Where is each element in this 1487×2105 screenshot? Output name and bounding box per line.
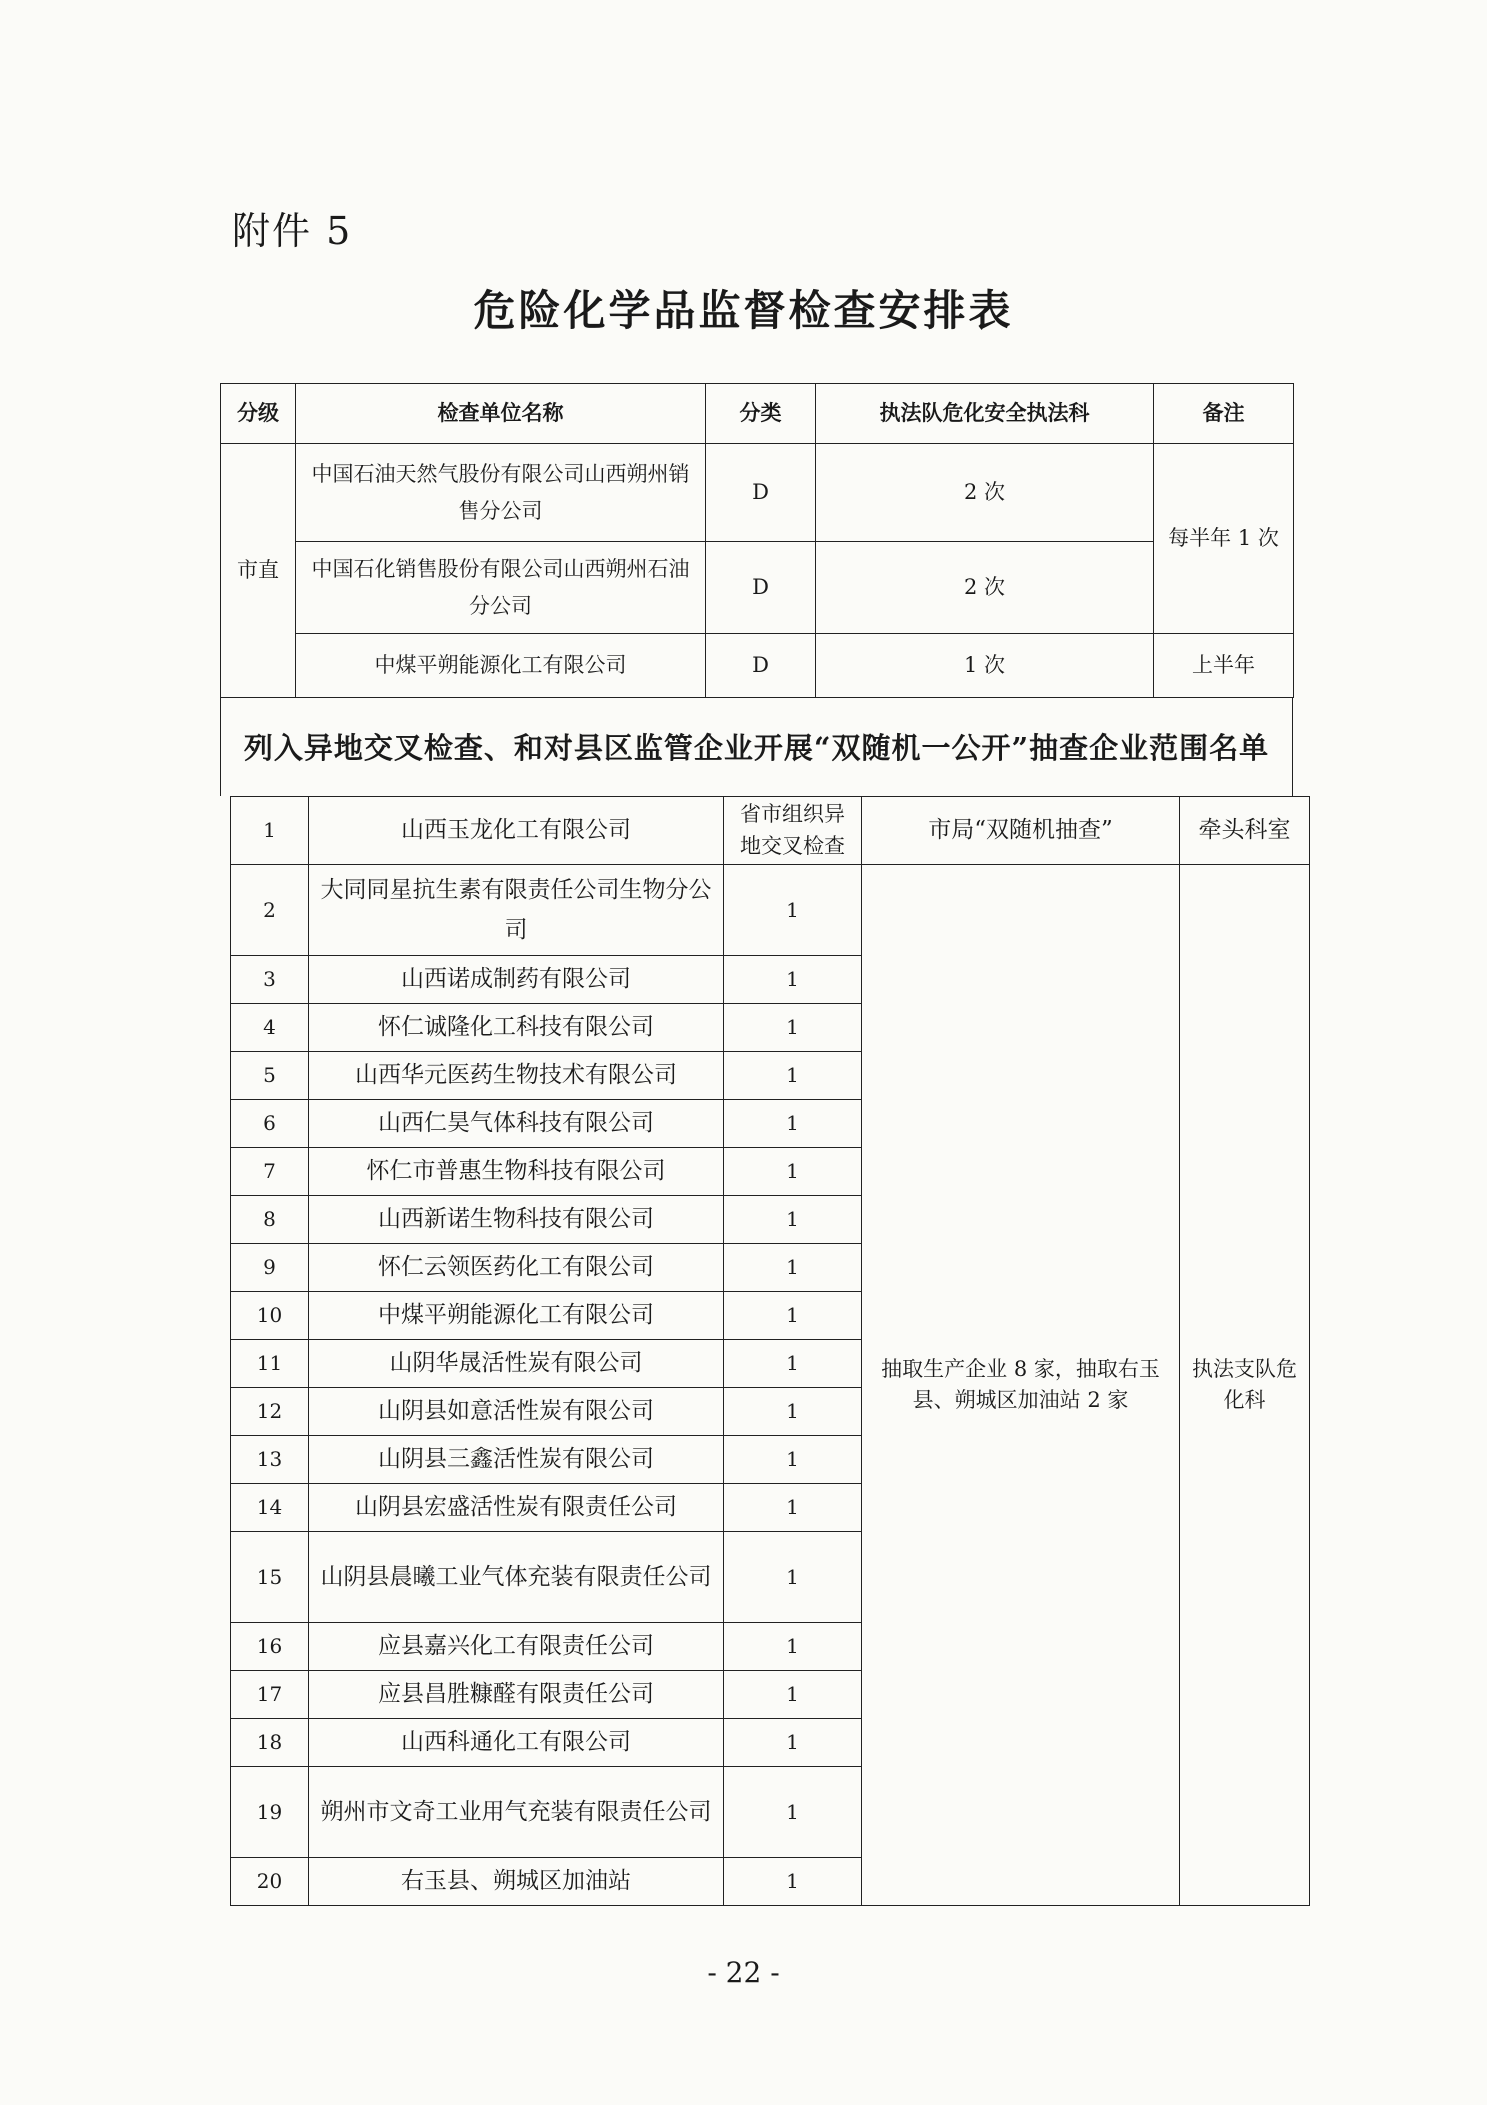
cross-inspection-cell: 1 — [724, 956, 862, 1004]
company-name-cell: 应县昌胜糠醛有限责任公司 — [309, 1671, 724, 1719]
table-header-row — [221, 384, 1294, 444]
cross-inspection-cell: 1 — [724, 865, 862, 956]
inspection-schedule-table — [220, 383, 1294, 698]
cross-inspection-cell: 1 — [724, 1484, 862, 1532]
row-number: 15 — [231, 1532, 309, 1623]
row-number: 1 — [231, 797, 309, 865]
cross-inspection-cell: 1 — [724, 1623, 862, 1671]
cross-inspection-cell: 1 — [724, 1100, 862, 1148]
times-cell: 2 次 — [816, 444, 1154, 542]
cross-inspection-cell: 1 — [724, 1719, 862, 1767]
header-remarks: 备注 — [1154, 384, 1294, 444]
row-number: 10 — [231, 1292, 309, 1340]
cross-inspection-cell: 1 — [724, 1244, 862, 1292]
row-number: 8 — [231, 1196, 309, 1244]
cross-inspection-cell: 1 — [724, 1436, 862, 1484]
random-check-header: 市局“双随机抽查” — [862, 797, 1180, 865]
row-number: 17 — [231, 1671, 309, 1719]
cross-inspection-cell: 1 — [724, 1148, 862, 1196]
cross-inspection-cell: 1 — [724, 1196, 862, 1244]
times-cell: 2 次 — [816, 542, 1154, 634]
company-name-cell: 大同同星抗生素有限责任公司生物分公司 — [309, 865, 724, 956]
company-name-cell: 山西新诺生物科技有限公司 — [309, 1196, 724, 1244]
company-name-cell: 山西华元医药生物技术有限公司 — [309, 1052, 724, 1100]
document-title: 危险化学品监督检查安排表 — [473, 286, 1014, 335]
section-title: 列入异地交叉检查、和对县区监管企业开展“双随机一公开”抽查企业范围名单 — [220, 697, 1293, 796]
company-name-cell: 山阴县三鑫活性炭有限公司 — [309, 1436, 724, 1484]
level-cell: 市直 — [221, 444, 296, 698]
cross-inspection-cell: 1 — [724, 1858, 862, 1906]
company-name-cell: 山阴县如意活性炭有限公司 — [309, 1388, 724, 1436]
lead-dept-header: 牵头科室 — [1180, 797, 1310, 865]
unit-name-cell: 中国石油天然气股份有限公司山西朔州销售分公司 — [296, 444, 706, 542]
page-number: - 22 - — [707, 1956, 780, 1989]
company-name-cell: 山阴县晨曦工业气体充装有限责任公司 — [309, 1532, 724, 1623]
header-level: 分级 — [221, 384, 296, 444]
table-row — [221, 542, 1294, 634]
cross-inspection-cell: 1 — [724, 1052, 862, 1100]
random-inspection-table — [230, 796, 1310, 1906]
table-row — [221, 444, 1294, 542]
cross-inspection-cell: 1 — [724, 1532, 862, 1623]
company-name-cell: 怀仁云领医药化工有限公司 — [309, 1244, 724, 1292]
row-number: 19 — [231, 1767, 309, 1858]
header-category: 分类 — [706, 384, 816, 444]
table-row — [231, 865, 1310, 956]
row-number: 3 — [231, 956, 309, 1004]
company-name-cell: 山西诺成制药有限公司 — [309, 956, 724, 1004]
remarks-cell: 上半年 — [1154, 634, 1294, 698]
category-cell: D — [706, 444, 816, 542]
row-number: 11 — [231, 1340, 309, 1388]
header-unit-name: 检查单位名称 — [296, 384, 706, 444]
cross-inspection-cell: 1 — [724, 1292, 862, 1340]
cross-inspection-cell: 1 — [724, 1388, 862, 1436]
row-number: 4 — [231, 1004, 309, 1052]
cross-inspection-header: 省市组织异地交叉检查 — [724, 797, 862, 865]
company-name-cell: 山西仁昊气体科技有限公司 — [309, 1100, 724, 1148]
table-header-row — [231, 797, 1310, 865]
company-name-cell: 朔州市文奇工业用气充装有限责任公司 — [309, 1767, 724, 1858]
company-name-cell: 应县嘉兴化工有限责任公司 — [309, 1623, 724, 1671]
company-name-cell: 山阴华晟活性炭有限公司 — [309, 1340, 724, 1388]
row-number: 16 — [231, 1623, 309, 1671]
row-number: 12 — [231, 1388, 309, 1436]
remarks-cell: 每半年 1 次 — [1154, 444, 1294, 634]
company-name-cell: 右玉县、朔城区加油站 — [309, 1858, 724, 1906]
row-number: 5 — [231, 1052, 309, 1100]
header-enforcement-dept: 执法队危化安全执法科 — [816, 384, 1154, 444]
cross-inspection-cell: 1 — [724, 1004, 862, 1052]
row-number: 18 — [231, 1719, 309, 1767]
row-number: 20 — [231, 1858, 309, 1906]
random-check-cell: 抽取生产企业 8 家，抽取右玉县、朔城区加油站 2 家 — [862, 865, 1180, 1906]
cross-inspection-cell: 1 — [724, 1767, 862, 1858]
cross-inspection-cell: 1 — [724, 1340, 862, 1388]
company-name-cell: 中煤平朔能源化工有限公司 — [309, 1292, 724, 1340]
unit-name-cell: 中国石化销售股份有限公司山西朔州石油分公司 — [296, 542, 706, 634]
company-name-cell: 山西玉龙化工有限公司 — [309, 797, 724, 865]
company-name-cell: 怀仁市普惠生物科技有限公司 — [309, 1148, 724, 1196]
row-number: 7 — [231, 1148, 309, 1196]
category-cell: D — [706, 634, 816, 698]
row-number: 13 — [231, 1436, 309, 1484]
row-number: 9 — [231, 1244, 309, 1292]
row-number: 2 — [231, 865, 309, 956]
unit-name-cell: 中煤平朔能源化工有限公司 — [296, 634, 706, 698]
table-row — [221, 634, 1294, 698]
company-name-cell: 怀仁诚隆化工科技有限公司 — [309, 1004, 724, 1052]
row-number: 6 — [231, 1100, 309, 1148]
cross-inspection-cell: 1 — [724, 1671, 862, 1719]
category-cell: D — [706, 542, 816, 634]
company-name-cell: 山西科通化工有限公司 — [309, 1719, 724, 1767]
row-number: 14 — [231, 1484, 309, 1532]
lead-dept-cell: 执法支队危化科 — [1180, 865, 1310, 1906]
attachment-label: 附件 5 — [232, 209, 353, 253]
times-cell: 1 次 — [816, 634, 1154, 698]
company-name-cell: 山阴县宏盛活性炭有限责任公司 — [309, 1484, 724, 1532]
